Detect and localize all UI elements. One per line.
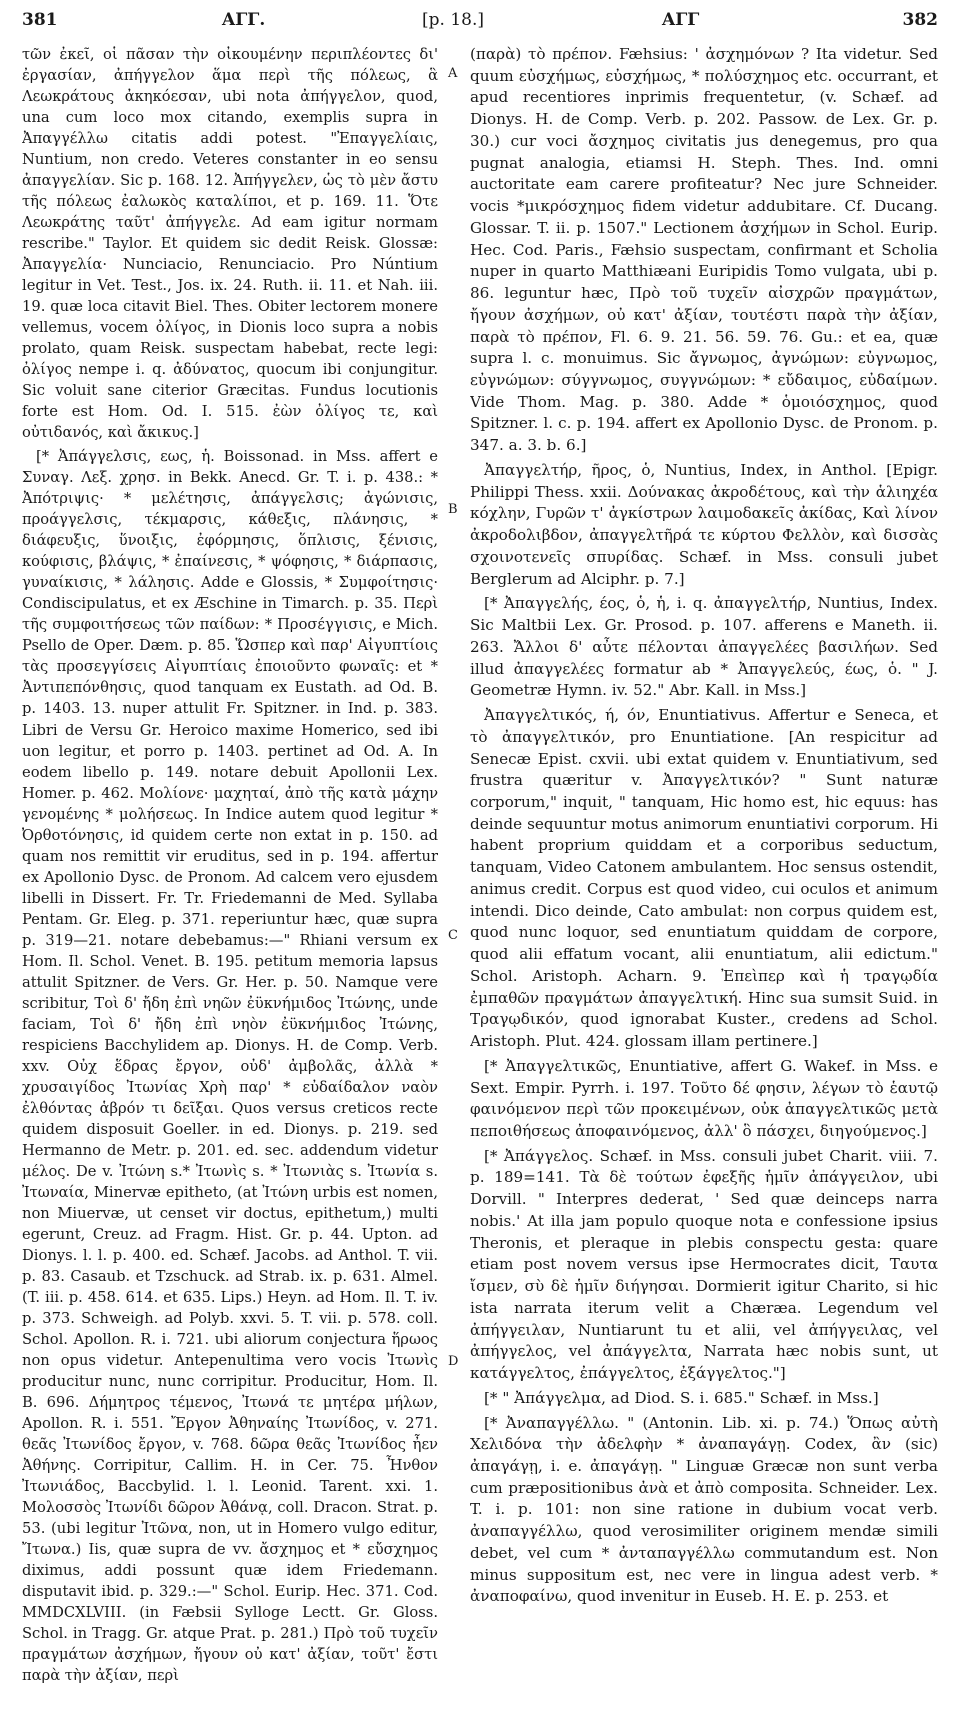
right-paragraph: [* " Ἀπάγγελμα, ad Diod. S. i. 685." Schæf. in Mss.]	[484, 1388, 879, 1407]
margin-section-letters	[448, 0, 462, 1714]
left-column	[22, 44, 438, 1704]
page-reference: [p. 18.]	[422, 10, 484, 30]
right-paragraph: [* Ἀπαγγελτικῶς, Enuntiative, affert G. Wakef. in Mss. e Sext. Empir. Pyrrh. i. 197. Τοῦτο δέ φησιν, λέγων τὸ ἑαυτῷ φαινόμενον περὶ τῶν προκειμένων, οὐκ ἀπαγγελτικῶς μετὰ πεποιθήσεως ἀποφαινόμενος, ἀλλ' ὃ πάσχει, διηγούμενος.]	[470, 1056, 938, 1140]
left-column-number: 381	[22, 10, 58, 30]
margin-letter-a: A	[448, 66, 458, 81]
left-paragraph: [* Ἀπάγγελσις, εως, ἡ. Boissonad. in Mss. affert e Συναγ. Λεξ. χρησ. in Bekk. Anecd. Gr. T. i. p. 438.: * Ἀπότριψις· * μελέτησις, ἀπάγγελσις; ἀγώνισις, προάγγελσις, τέκμαρσις, κάθεξις, πλάνησις, * διάφευξις, ὕνοιξις, ἐφόρμησις, ὅπλισις, ξένισις, κούφισις, βλάψις, * ἐπαίνεσις, * ψόφησις, * διάρπασις, γυναίκισις, * λάλησις. Adde e Glossis, * Συμφοίτησις· Condiscipulatus, et ex Æschine in Timarch. p. 35. Περὶ τῆς συμφοιτήσεως τῶν παίδων: * Προσέγγισις, e Mich. Psello de Oper. Dæm. p. 85. Ὥσπερ καὶ παρ' Αἰγυπτίοις τὰς προσεγγίσεις Αἰγυπτίαις ἐποιοῦντο φωναῖς: et * Ἀντιπεπόνθησις, quod tanquam ex Eustath. ad Od. B. p. 1403. 13. nuper attulit Fr. Spitzner. in Ind. p. 383. Libri de Versu Gr. Heroico maxime Homerico, sed ibi uon legitur, et porro p. 1403. pertinet ad Od. A. In eodem libello p. 149. notare debuit Apollonii Lex. Homer. p. 462. Μολίονε· μαχηταί, ἀπὸ τῆς κατὰ μάχην γενομένης * μολήσεως. In Indice autem quod legitur * Ὀρθοτόνησις, id quidem certe non extat in p. 150. ad quam nos remittit vir eruditus, sed in p. 194. affertur ex Apollonio Dysc. de Pronom. Ad calcem vero ejusdem libelli in Dissert. Fr. Tr. Friedemanni de Med. Syllaba Pentam. Gr. Eleg. p. 371. reperiuntur hæc, quæ supra p. 319—21. notare debebamus:—" Rhiani versum ex Hom. Il. Schol. Venet. B. 195. petitum memoria lapsus attulit Spitzner. de Vers. Gr. Her. p. 50. Namque vere scribitur, Τοὶ δ' ἤδη ἐπὶ νηῶν ἐϋκνήμιδος Ἰτώνης, unde faciam, Τοὶ δ' ἤδη ἐπὶ νηὸν ἐϋκνήμιδος Ἰτώνης, respiciens Bacchylidem ap. Dionys. H. de Comp. Verb. xxv. Οὐχ ἕδρας ἔργον, οὐδ' ἀμβολᾶς, ἀλλὰ * χρυσαιγίδος Ἰτωνίας Χρὴ παρ' * εὐδαίδαλον ναὸν ἐλθόντας ἁβρόν τι δεῖξαι. Quos versus creticos recte quidem disposuit Goeller. in ed. Dionys. p. 219. sed Hermanno de Metr. p. 201. ed. sec. addendum videtur μέλος. De v. Ἰτώνη s.* Ἰτωνὶς s. * Ἰτωνιὰς s. Ἰτωνία s. Ἰτωναία, Minervæ epitheto, (at Ἰτώνη urbis est nomen, non Miuervæ, ut censet vir doctus, epithetum,) multi egerunt, Creuz. ad Fragm. Hist. Gr. p. 44. Upton. ad Dionys. l. l. p. 400. ed. Schæf. Jacobs. ad Anthol. T. vii. p. 83. Casaub. et Tzschuck. ad Strab. ix. p. 631. Almel. (T. iii. p. 458. 614. et 635. Lips.) Heyn. ad Hom. Il. T. iv. p. 373. Schweigh. ad Polyb. xxvi. 5. T. vii. p. 578. coll. Schol. Apollon. R. i. 721. ubi aliorum conjectura ἥρωος non opus videtur. Antepenultima vero vocis Ἰτωνὶς producitur nunc, nunc corripitur. Producitur, Hom. Il. B. 696. Δήμητρος τέμενος, Ἰτωνά τε μητέρα μήλων, Apollon. R. i. 551. Ἔργον Ἀθηναίης Ἰτωνίδος, v. 271. θεᾶς Ἰτωνίδος ἔργον, v. 768. δῶρα θεᾶς Ἰτωνίδος ἦεν Ἀθήνης. Corripitur, Callim. H. in Cer. 75. Ἦνθον Ἰτωνιάδος, Baccbylid. l. l. Leonid. Tarent. xxi. 1. Μολοσσὸς Ἰτωνίδι δῶρον Ἀθάνᾳ, coll. Dracon. Strat. p. 53. (ubi legitur Ἰτῶνα, non, ut in Homero vulgo editur, Ἴτωνα.) Iis, quæ supra de vv. ἄσχημος et * εὔσχημος diximus, addi possunt quæ idem Friedemann. disputavit ibid. p. 329.:—" Schol. Eurip. Hec. 371. Cod. MMDCXLVIII. (in Fæbsii Sylloge Lectt. Gr. Gloss. Schol. in Tragg. Gr. atque Prat. p. 281.) Πρὸ τοῦ τυχεῖν πραγμάτων ἀσχήμων, ἤγουν οὐ κατ' ἀξίαν, τοῦτ' ἔστι παρὰ τὴν ἀξίαν, περὶ	[22, 448, 438, 1685]
margin-letter-d: D	[448, 1354, 459, 1369]
right-paragraph: (παρὰ) τὸ πρέπον. Fæhsius: ' ἀσχημόνων ? Ita videtur. Sed quum εὐσχήμως, εὐσχήμως, * πολύσχημος etc. occurrant, et apud recentiores inprimis frequentetur, (v. Schæf. ad Dionys. H. de Comp. Verb. p. 202. Passow. de Lex. Gr. p. 30.) cur voci ἄσχημος civitatis jus denegemus, pro qua pugnat analogia, etiamsi H. Steph. Thes. Ind. omni auctoritate eam carere profiteatur? Nec jure Schneider. vocis *μικρόσχημος fidem videtur addubitare. Cf. Ducang. Glossar. T. ii. p. 1507." Lectionem ἀσχήμων in Schol. Eurip. Hec. Cod. Paris., Fæhsio suspectam, confirmant et Scholia nuper in quarto Matthiæani Euripidis Tomo vulgata, ubi p. 86. leguntur hæc, Πρὸ τοῦ τυχεῖν αἰσχρῶν πραγμάτων, ἤγουν ἀσχήμων, οὐ κατ' ἀξίαν, τουτέστι παρὰ τὴν ἀξίαν, παρὰ τὸ πρέπον, Fl. 6. 9. 21. 56. 59. 76. Gu.: et ea, quæ supra l. c. monuimus. Sic ἄγνωμος, ἀγνώμων: εὐγνωμος, εὐγνώμων: σύγγνωμος, συγγνώμων: * εὔδαιμος, εὐδαίμων. Vide Thom. Mag. p. 380. Adde * ὁμοιόσχημος, quod Spitzner. l. c. p. 194. affert ex Apollonio Dysc. de Pronom. p. 347. a. 3. b. 6.]	[470, 45, 938, 455]
margin-letter-c: C	[448, 928, 458, 943]
right-column-number: 382	[902, 10, 938, 30]
left-catchword: ΑΓΓ.	[222, 10, 266, 30]
right-paragraph: [* Ἀπαγγελής, έος, ὁ, ἡ, i. q. ἀπαγγελτήρ, Nuntius, Index. Sic Maltbii Lex. Gr. Prosod. p. 107. afferens e Maneth. ii. 263. Ἄλλοι δ' αὖτε πέλονται ἀπαγγελέες βασιλήων. Sed illud ἀπαγγελέες formatur ab * Ἀπαγγελεύς, έως, ὁ. " J. Geometræ Hymn. iv. 52." Abr. Kall. in Mss.]	[470, 594, 938, 700]
right-column	[470, 44, 938, 1704]
right-paragraph: Ἀπαγγελτήρ, ῆρος, ὁ, Nuntius, Index, in Anthol. [Epigr. Philippi Thess. xxii. Δούνακας ἀκροδέτους, καὶ τὴν ἁλιηχέα κόχλην, Γυρῶν τ' ἀγκίστρων λαιμοδακεῖς ἀκίδας, Καὶ λίνον ἀκροδολιβδον, ἀπαγγελτῆρά τε κύρτου Φελλὸν, καὶ δισσὰς σχοινοτενεῖς σπυρίδας. Schæf. in Mss. consuli jubet Berglerum ad Alciphr. p. 7.]	[470, 460, 938, 588]
right-paragraph: [* Ἀπάγγελος. Schæf. in Mss. consuli jubet Charit. viii. 7. p. 189=141. Τὰ δὲ τούτων ἐφεξῆς ἡμῖν ἀπάγγειλον, ubi Dorvill. " Interpres dederat, ' Sed quæ deinceps narra nobis.' At illa jam populo quoque nota e confessione ipsius Theronis, et pleraque in plebis conspectu gesta: quare etiam post novem versus ipse Hermocrates dicit, Ταυτα ἴσμεν, σὺ δὲ ἡμῖν διήγησαι. Dormierit igitur Charito, si hic ista narrata iterum velit a Chæræa. Legendum vel ἀπήγγειλαν, Nuntiarunt tu et alii, vel ἀπήγγειλας, vel ἀπήγγελος, vel ἀπάγγελτα, Narrata hæc nobis sunt, ut κατάγγελτος, ἐπάγγελτος, ἐξάγγελτος."]	[470, 1146, 938, 1383]
right-paragraph: [* Ἀναπαγγέλλω. " (Antonin. Lib. xi. p. 74.) Ὅπως αὐτὴ Χελιδόνα τὴν ἀδελφὴν * ἀναπαγάγῃ. Codex, ἂν (sic) ἀπαγάγῃ, i. e. ἀπαγάγῃ. " Linguæ Græcæ non sunt verba cum præpositionibus ἀνὰ et ἀπὸ composita. Schneider. Lex. T. i. p. 101: non sine ratione in dubium vocat verb. ἀναπαγγέλλω, quod verosimiliter originem mendæ simili debet, vel cum * ἀνταπαγγέλλω commutandum est. Non minus suppositum est, nec vere in lingua adest verb. * ἀναποφαίνω, quod invenitur in Euseb. H. E. p. 253. et	[470, 1413, 938, 1606]
page-header	[22, 10, 938, 38]
right-paragraph: Ἀπαγγελτικός, ή, όν, Enuntiativus. Affertur e Seneca, et τὸ ἀπαγγελτικόν, pro Enuntiatione. [An respicitur ad Senecæ Epist. cxvii. ubi extat quidem v. Enuntiativum, sed frustra quæritur v. Ἀπαγγελτικόν? " Sunt naturæ corporum," inquit, " tanquam, Hic homo est, hic equus: has deinde sequuntur motus animorum enuntiativi corporum. Hi habent proprium quiddam et a corporibus seductum, tanquam, Video Catonem ambulantem. Hoc sensus ostendit, animus credit. Corpus est quod video, cui oculos et animum intendi. Dico deinde, Cato ambulat: non corpus quidem est, quod nunc loquor, sed enuntiatum quiddam de corpore, quod alii effatum vocant, alii enuntiatum, alii edictum." Schol. Aristoph. Acharn. 9. Ἐπεὶπερ καὶ ἡ τραγῳδία ἐμπαθῶν πραγμάτων ἀπαγγελτική. Hinc sua sumsit Suid. in Τραγῳδικόν, quod ignorabat Kuster., credens ad Schol. Aristoph. Plut. 424. glossam illam pertinere.]	[470, 706, 938, 1051]
right-catchword: ΑΓΓ	[662, 10, 700, 30]
margin-letter-b: B	[448, 502, 458, 517]
left-paragraph: τῶν ἐκεῖ, οἱ πᾶσαν τὴν οἰκουμένην περιπλέοντες δι' ἐργασίαν, ἀπήγγελον ἅμα περὶ τῆς πόλεως, ἃ Λεωκράτους ἀκηκόεσαν, ubi nota ἀπήγγελον, quod, una cum loco mox citando, exemplis supra in Ἀπαγγέλλω citatis addi potest. "Ἐπαγγελίαις, Nuntium, non credo. Veteres constanter in eo sensu ἀπαγγελίαν. Sic p. 168. 12. Ἀπήγγελεν, ὡς τὸ μὲν ἄστυ τῆς πόλεως ἐαλωκὸς καταλίποι, et p. 169. 11. Ὅτε Λεωκράτης ταῦτ' ἀπήγγελε. Ad eam igitur normam rescribe." Taylor. Et quidem sic dedit Reisk. Glossæ: Ἀπαγγελία· Nunciacio, Renunciacio. Pro Núntium legitur in Vet. Test., Jos. ix. 24. Ruth. ii. 11. et Nah. iii. 19. quæ loca citavit Biel. Thes. Obiter lectorem monere vellemus, vocem ὀλίγος, in Dionis loco supra a nobis prolato, quam Reisk. suspectam habebat, recte legi: ὀλίγος nempe i. q. ἀδύνατος, quocum ibi conjungitur. Sic voluit sane citerior Græcitas. Fundus locutionis forte est Hom. Od. I. 515. ἐὼν ὀλίγος τε, καὶ οὐτιδανός, καὶ ἄκικυς.]	[22, 46, 438, 442]
